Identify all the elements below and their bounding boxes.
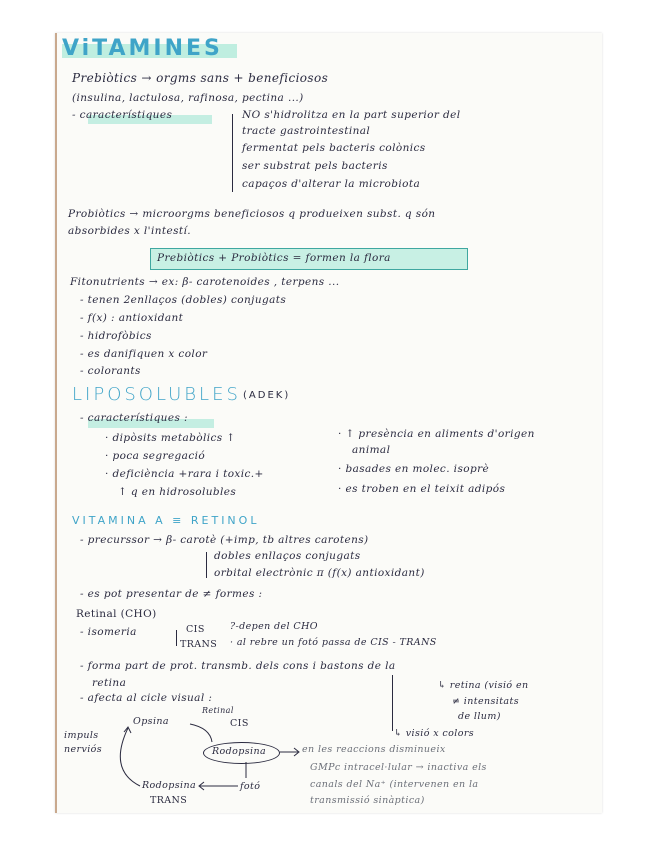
prebiotics-item-2: tracte gastrointestinal [242, 125, 371, 137]
prebiotics-item-4: ser substrat pels bacteris [242, 160, 388, 172]
retina-note-3: de llum) [458, 711, 501, 722]
isomeria-trans: TRANS [180, 639, 218, 650]
retina-note-1: ↳ retina (visió en [438, 680, 529, 691]
lipo-right-2: animal [352, 444, 391, 456]
liposolubles-subtitle: (ADEK) [243, 390, 291, 401]
cycle-rodopsina-trans-2: TRANS [150, 795, 188, 806]
cycle-rodopsina: Rodopsina [212, 746, 267, 757]
prebiotics-line2: (insulina, lactulosa, rafinosa, pectina ...) [72, 92, 304, 104]
vitamina-a-precursor: - precurssor → β- carotè (+imp, tb altres carotens) [80, 534, 369, 546]
prebiotics-item-1: NO s'hidrolitza en la part superior del [242, 109, 461, 121]
prebiotics-item-5: capaços d'alterar la microbiota [242, 178, 421, 190]
vitamina-a-title: VITAMINA A ≡ RETINOL [72, 514, 260, 527]
afecta-line: - afecta al cicle visual : [80, 692, 213, 704]
precursor-item-1: dobles enllaços conjugats [214, 550, 361, 562]
precursor-item-2: orbital electrònic π (f(x) antioxidant) [214, 567, 425, 579]
lipo-left-4: ↑ q en hidrosolubles [118, 486, 237, 498]
cycle-rodopsina-trans-1: Rodopsina [142, 780, 197, 791]
isomeria-note-2: · al rebre un fotó passa de CIS - TRANS [230, 637, 437, 648]
page-title: ViTAMINES [62, 36, 223, 61]
cycle-nervios: nerviós [64, 744, 103, 755]
fitonutrients-item-1: - tenen 2enllaços (dobles) conjugats [80, 294, 287, 306]
retinal-heading: Retinal (CHO) [76, 608, 157, 620]
isomeria-cis: CIS [186, 624, 205, 635]
cycle-foto: fotó [240, 781, 261, 792]
reaccions-2: GMPc intracel·lular → inactiva els [310, 762, 487, 773]
lipo-right-3: · basades en molec. isoprè [338, 463, 490, 475]
fitonutrients-item-3: - hidrofòbics [80, 330, 152, 342]
cycle-impuls: impuls [64, 730, 99, 741]
lipo-left-1: · dipòsits metabòlics ↑ [105, 432, 236, 444]
prebiotics-item-3: fermentat pels bacteris colònics [242, 142, 426, 154]
cycle-retinal: Retinal [202, 706, 234, 715]
lipo-left-3: · deficiència +rara i toxic.+ [105, 468, 264, 480]
formes-line: - es pot presentar de ≠ formes : [80, 588, 263, 600]
isomeria-note-1: ?-depen del CHO [230, 621, 318, 632]
visio-colors: ↳ visió x colors [394, 728, 475, 739]
reaccions-3: canals del Na⁺ (intervenen en la [310, 779, 479, 790]
fitonutrients-line1: Fitonutrients → ex: β- carotenoides , terpens ... [70, 276, 340, 288]
retina-note-2: ≠ intensitats [452, 696, 519, 707]
cycle-opsina: Opsina [133, 716, 169, 727]
isomeria-label: - isomeria [80, 626, 137, 638]
liposolubles-caract-label: - característiques : [80, 412, 188, 424]
liposolubles-title: LIPOSOLUBLES [72, 384, 241, 405]
prebiotics-caract-label: - característiques [72, 109, 173, 121]
probiotics-line2: absorbides x l'intestí. [68, 225, 192, 237]
lipo-left-2: · poca segregació [105, 450, 206, 462]
probiotics-line1: Probiòtics → microorgms beneficiosos q produeixen subst. q són [68, 208, 436, 220]
lipo-right-4: · es troben en el teixit adipós [338, 483, 506, 495]
box-text: Prebiòtics + Probiòtics = formen la flora [157, 252, 391, 264]
lipo-right-1: · ↑ presència en aliments d'origen [338, 428, 535, 440]
forma-part-line2: retina [92, 677, 127, 689]
reaccions-4: transmissió sinàptica) [310, 795, 425, 806]
reaccions-1: en les reaccions disminueix [302, 744, 446, 755]
fitonutrients-item-2: - f(x) : antioxidant [80, 312, 184, 324]
fitonutrients-item-4: - es danifiquen x color [80, 348, 208, 360]
prebiotics-line1: Prebiòtics → orgms sans + beneficiosos [72, 71, 329, 85]
fitonutrients-item-5: - colorants [80, 365, 141, 377]
forma-part-line1: - forma part de prot. transmb. dels cons i bastons de la [80, 660, 396, 672]
cycle-cis: CIS [230, 718, 249, 729]
